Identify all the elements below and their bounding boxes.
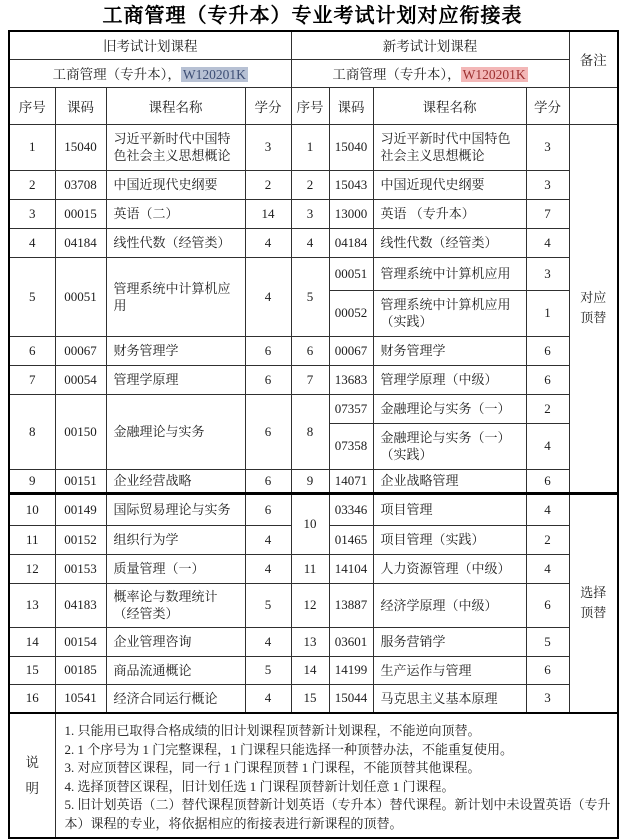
new-name-cell: 生产运作与管理 — [373, 656, 526, 684]
new-code-cell: 00051 — [329, 257, 373, 290]
new-seq-cell: 8 — [291, 394, 329, 469]
table-row — [9, 336, 618, 365]
old-code-cell: 00150 — [55, 394, 106, 469]
old-name-cell: 金融理论与实务 — [106, 394, 245, 469]
remark-line: 顶替 — [580, 605, 607, 621]
new-seq-cell: 3 — [291, 199, 329, 228]
old-name-cell: 商品流通概论 — [106, 656, 245, 684]
old-credit-cell: 6 — [245, 394, 291, 469]
new-credit-cell: 3 — [526, 684, 569, 713]
old-code-cell: 00067 — [55, 336, 106, 365]
new-credit-cell: 3 — [526, 170, 569, 199]
note-item: 5. 旧计划英语（二）替代课程顶替新计划英语（专升本）替代课程。新计划中未设置英语（专升本）课程的专业，将依据相应的衔接表进行新课程的顶替。 — [64, 797, 611, 831]
old-name-cell: 线性代数（经管类） — [106, 228, 245, 257]
remark-section1-cell — [569, 124, 618, 493]
old-credit-cell: 4 — [245, 684, 291, 713]
new-name-cell: 项目管理 — [373, 493, 526, 525]
old-credit-cell: 6 — [245, 493, 291, 525]
old-name-cell: 财务管理学 — [106, 336, 245, 365]
remark-empty-header-cell — [569, 87, 618, 124]
new-credit-cell: 6 — [526, 469, 569, 493]
notes-label-char: 明 — [25, 780, 39, 796]
new-major-label: 工商管理（专升本）， — [332, 67, 461, 82]
table-row — [9, 493, 618, 525]
notes-label-cell — [9, 713, 55, 838]
notes-row — [9, 713, 618, 838]
old-credit-cell: 5 — [245, 583, 291, 627]
new-name-cell: 中国近现代史纲要 — [373, 170, 526, 199]
table-row — [9, 656, 618, 684]
old-credit-cell: 6 — [245, 365, 291, 394]
table-row — [9, 365, 618, 394]
old-seq-cell: 10 — [9, 493, 55, 525]
old-seq-cell: 15 — [9, 656, 55, 684]
old-seq-col-header: 序号 — [9, 87, 55, 124]
notes-content-cell — [55, 713, 618, 838]
old-code-cell: 03708 — [55, 170, 106, 199]
old-seq-cell: 13 — [9, 583, 55, 627]
old-code-cell: 04184 — [55, 228, 106, 257]
new-credit-cell: 2 — [526, 394, 569, 423]
new-credit-col-header: 学分 — [526, 87, 569, 124]
table-row — [9, 228, 618, 257]
new-credit-cell: 7 — [526, 199, 569, 228]
new-code-cell: 01465 — [329, 525, 373, 554]
new-credit-cell: 6 — [526, 336, 569, 365]
new-code-cell: 03346 — [329, 493, 373, 525]
new-code-col-header: 课码 — [329, 87, 373, 124]
old-code-cell: 00015 — [55, 199, 106, 228]
new-credit-cell: 4 — [526, 423, 569, 469]
old-seq-cell: 11 — [9, 525, 55, 554]
old-seq-cell: 7 — [9, 365, 55, 394]
new-seq-cell: 12 — [291, 583, 329, 627]
table-row — [9, 394, 618, 423]
old-code-cell: 04183 — [55, 583, 106, 627]
table-row — [9, 583, 618, 627]
new-name-cell: 服务营销学 — [373, 627, 526, 656]
new-code-cell: 14104 — [329, 554, 373, 583]
page-title: 工商管理（专升本）专业考试计划对应衔接表 — [102, 5, 523, 27]
table-row — [9, 684, 618, 713]
old-credit-cell: 4 — [245, 554, 291, 583]
new-seq-cell: 10 — [291, 493, 329, 554]
old-seq-cell: 12 — [9, 554, 55, 583]
old-name-cell: 质量管理（一） — [106, 554, 245, 583]
old-plan-header: 旧考试计划课程 — [9, 31, 291, 59]
new-credit-cell: 5 — [526, 627, 569, 656]
old-credit-cell: 14 — [245, 199, 291, 228]
header-row-major — [9, 59, 618, 87]
old-major-code-badge: W120201K — [182, 67, 246, 82]
old-code-cell: 00054 — [55, 365, 106, 394]
new-seq-cell: 13 — [291, 627, 329, 656]
old-seq-cell: 8 — [9, 394, 55, 469]
new-seq-cell: 6 — [291, 336, 329, 365]
old-credit-cell: 2 — [245, 170, 291, 199]
old-credit-cell: 4 — [245, 228, 291, 257]
old-name-cell: 经济合同运行概论 — [106, 684, 245, 713]
old-seq-cell: 9 — [9, 469, 55, 493]
new-code-cell: 15040 — [329, 124, 373, 170]
table-row — [9, 257, 618, 290]
old-code-cell: 00051 — [55, 257, 106, 336]
old-code-cell: 00153 — [55, 554, 106, 583]
old-major-cell — [9, 59, 291, 87]
old-credit-cell: 3 — [245, 124, 291, 170]
old-name-cell: 管理系统中计算机应用 — [106, 257, 245, 336]
remark-line: 对应 — [580, 290, 607, 305]
table-row — [9, 199, 618, 228]
remark-header: 备注 — [569, 31, 618, 87]
new-name-cell: 项目管理（实践） — [373, 525, 526, 554]
new-seq-col-header: 序号 — [291, 87, 329, 124]
new-name-cell: 马克思主义基本原理 — [373, 684, 526, 713]
new-name-cell: 企业战略管理 — [373, 469, 526, 493]
new-name-cell: 英语 （专升本） — [373, 199, 526, 228]
new-code-cell: 03601 — [329, 627, 373, 656]
new-credit-cell: 6 — [526, 365, 569, 394]
old-seq-cell: 16 — [9, 684, 55, 713]
table-row — [9, 170, 618, 199]
new-code-cell: 15044 — [329, 684, 373, 713]
old-seq-cell: 3 — [9, 199, 55, 228]
new-name-cell: 管理学原理（中级） — [373, 365, 526, 394]
new-name-cell: 线性代数（经管类） — [373, 228, 526, 257]
remark-line: 顶替 — [580, 310, 607, 325]
old-credit-cell: 6 — [245, 336, 291, 365]
new-major-code-badge: W120201K — [462, 67, 526, 82]
new-code-cell: 13000 — [329, 199, 373, 228]
old-seq-cell: 4 — [9, 228, 55, 257]
new-seq-cell: 9 — [291, 469, 329, 493]
new-credit-cell: 3 — [526, 257, 569, 290]
new-seq-cell: 7 — [291, 365, 329, 394]
table-row — [9, 124, 618, 170]
new-name-col-header: 课程名称 — [373, 87, 526, 124]
header-row-columns — [9, 87, 618, 124]
new-credit-cell: 6 — [526, 583, 569, 627]
old-code-cell: 00154 — [55, 627, 106, 656]
new-seq-cell: 15 — [291, 684, 329, 713]
new-seq-cell: 2 — [291, 170, 329, 199]
old-code-cell: 00185 — [55, 656, 106, 684]
new-credit-cell: 2 — [526, 525, 569, 554]
new-code-cell: 15043 — [329, 170, 373, 199]
old-name-cell: 中国近现代史纲要 — [106, 170, 245, 199]
new-code-cell: 07357 — [329, 394, 373, 423]
new-credit-cell: 4 — [526, 554, 569, 583]
old-credit-cell: 5 — [245, 656, 291, 684]
old-name-cell: 国际贸易理论与实务 — [106, 493, 245, 525]
linkage-table — [8, 30, 619, 839]
old-major-label: 工商管理（专升本）， — [52, 67, 181, 82]
new-code-cell: 13887 — [329, 583, 373, 627]
new-credit-cell: 3 — [526, 124, 569, 170]
new-name-cell: 经济学原理（中级） — [373, 583, 526, 627]
old-name-cell: 企业经营战略 — [106, 469, 245, 493]
old-seq-cell: 2 — [9, 170, 55, 199]
old-name-cell: 习近平新时代中国特色社会主义思想概论 — [106, 124, 245, 170]
old-code-cell: 00149 — [55, 493, 106, 525]
old-code-cell: 10541 — [55, 684, 106, 713]
new-code-cell: 13683 — [329, 365, 373, 394]
new-name-cell: 金融理论与实务（一） — [373, 394, 526, 423]
notes-label-char: 说 — [25, 754, 39, 770]
new-seq-cell: 11 — [291, 554, 329, 583]
old-code-cell: 15040 — [55, 124, 106, 170]
new-major-cell — [291, 59, 569, 87]
new-code-cell: 14199 — [329, 656, 373, 684]
old-seq-cell: 1 — [9, 124, 55, 170]
note-item: 2. 1 个序号为 1 门完整课程，1 门课程只能选择一种顶替办法，不能重复使用。 — [64, 741, 514, 757]
old-name-cell: 英语（二） — [106, 199, 245, 228]
new-name-cell: 习近平新时代中国特色社会主义思想概论 — [373, 124, 526, 170]
new-code-cell: 07358 — [329, 423, 373, 469]
note-item: 1. 只能用已取得合格成绩的旧计划课程顶替新计划课程，不能逆向顶替。 — [64, 723, 481, 738]
remark-section2-cell — [569, 493, 618, 713]
note-item: 3. 对应顶替区课程，同一行 1 门课程顶替 1 门课程，不能顶替其他课程。 — [64, 760, 481, 775]
old-seq-cell: 14 — [9, 627, 55, 656]
new-code-cell: 00052 — [329, 290, 373, 336]
new-code-cell: 14071 — [329, 469, 373, 493]
old-credit-cell: 4 — [245, 627, 291, 656]
new-seq-cell: 4 — [291, 228, 329, 257]
new-code-cell: 00067 — [329, 336, 373, 365]
old-name-cell: 管理学原理 — [106, 365, 245, 394]
old-code-cell: 00151 — [55, 469, 106, 493]
old-name-cell: 企业管理咨询 — [106, 627, 245, 656]
new-credit-cell: 4 — [526, 493, 569, 525]
new-seq-cell: 14 — [291, 656, 329, 684]
new-seq-cell: 5 — [291, 257, 329, 336]
old-credit-col-header: 学分 — [245, 87, 291, 124]
new-credit-cell: 1 — [526, 290, 569, 336]
old-name-cell: 组织行为学 — [106, 525, 245, 554]
new-name-cell: 管理系统中计算机应用（实践） — [373, 290, 526, 336]
old-seq-cell: 6 — [9, 336, 55, 365]
old-name-cell: 概率论与数理统计（经管类） — [106, 583, 245, 627]
old-credit-cell: 6 — [245, 469, 291, 493]
new-plan-header: 新考试计划课程 — [291, 31, 569, 59]
header-row-plans — [9, 31, 618, 59]
old-credit-cell: 4 — [245, 257, 291, 336]
new-credit-cell: 6 — [526, 656, 569, 684]
table-row — [9, 469, 618, 493]
old-seq-cell: 5 — [9, 257, 55, 336]
new-name-cell: 财务管理学 — [373, 336, 526, 365]
note-item: 4. 选择顶替区课程，旧计划任选 1 门课程顶替新计划任意 1 门课程。 — [64, 778, 455, 794]
old-name-col-header: 课程名称 — [106, 87, 245, 124]
table-row — [9, 627, 618, 656]
new-name-cell: 管理系统中计算机应用 — [373, 257, 526, 290]
old-credit-cell: 4 — [245, 525, 291, 554]
new-name-cell: 金融理论与实务（一）（实践） — [373, 423, 526, 469]
remark-line: 选择 — [580, 585, 607, 601]
old-code-col-header: 课码 — [55, 87, 106, 124]
new-code-cell: 04184 — [329, 228, 373, 257]
new-credit-cell: 4 — [526, 228, 569, 257]
old-code-cell: 00152 — [55, 525, 106, 554]
table-row — [9, 554, 618, 583]
new-name-cell: 人力资源管理（中级） — [373, 554, 526, 583]
new-seq-cell: 1 — [291, 124, 329, 170]
